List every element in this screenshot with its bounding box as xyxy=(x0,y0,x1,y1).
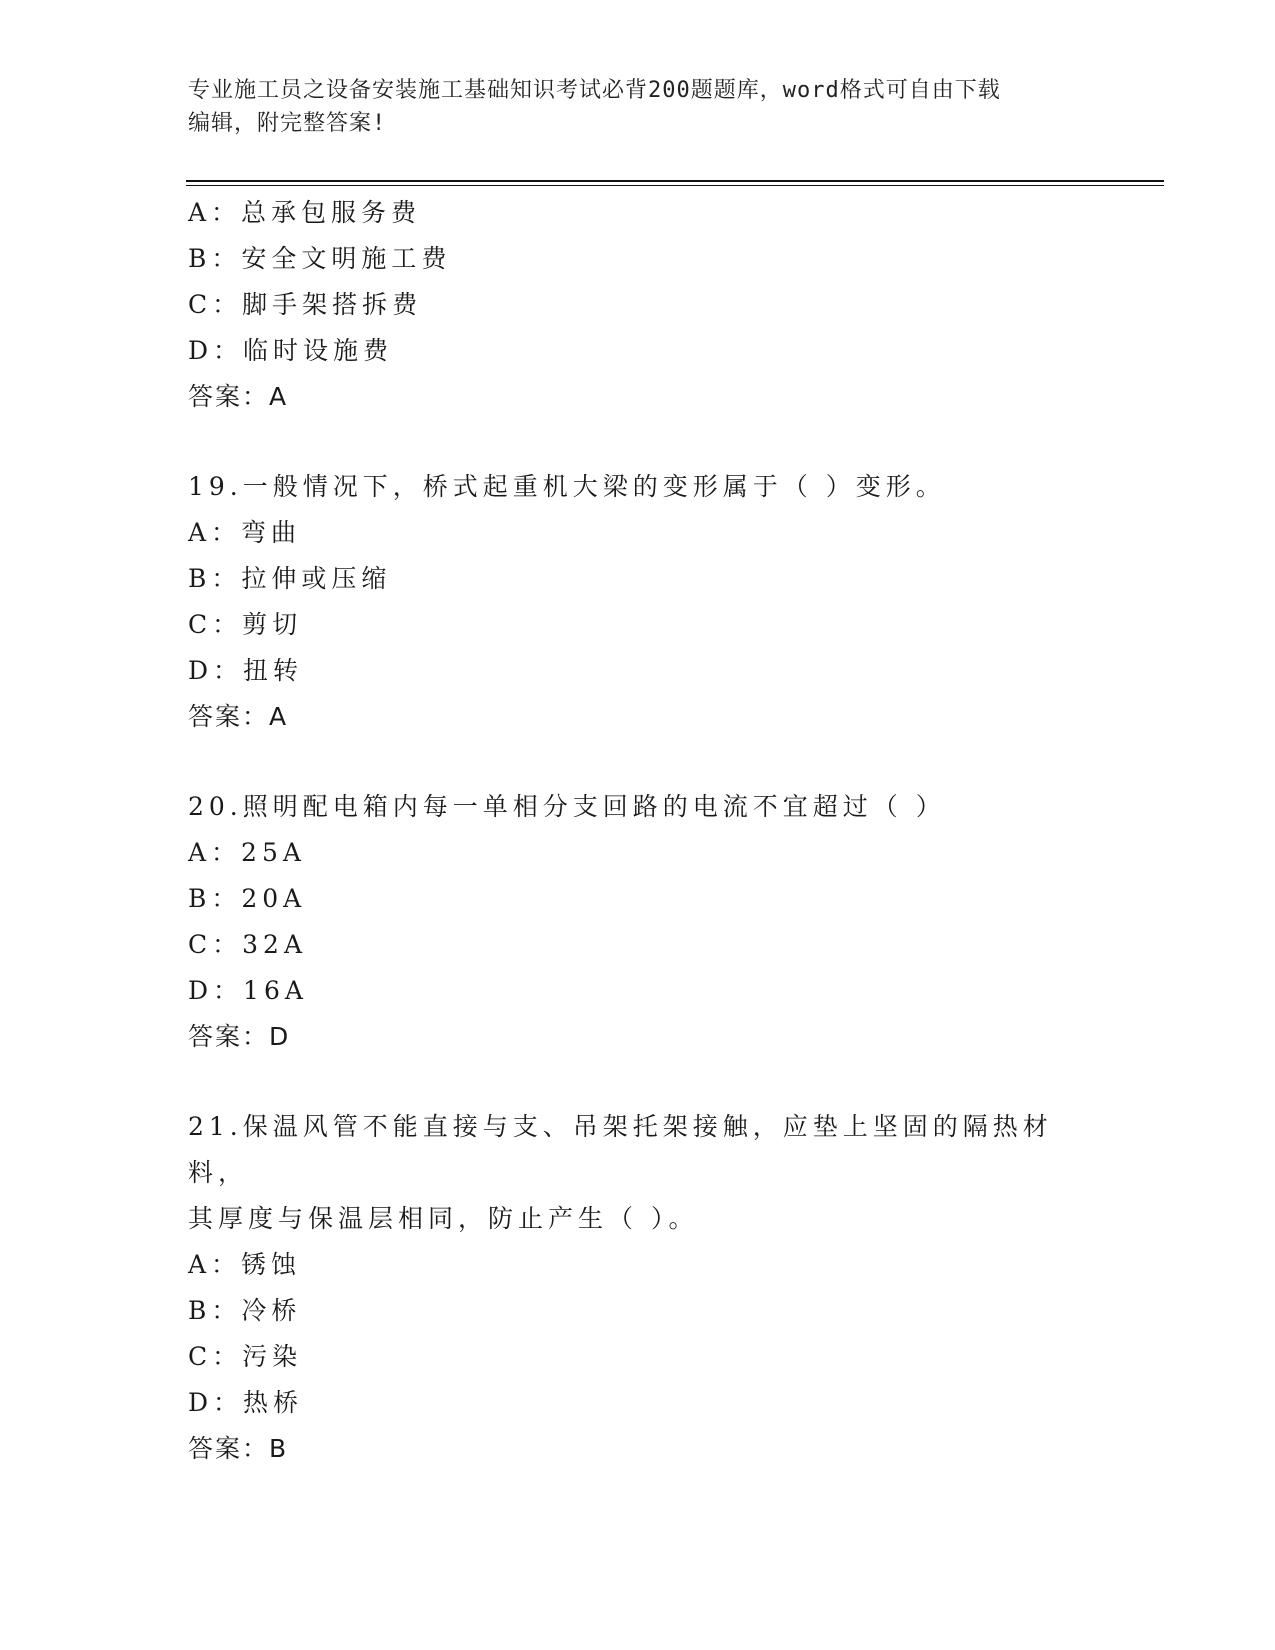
header-line-1: 专业施工员之设备安装施工基础知识考试必背200题题库，word格式可自由下载 xyxy=(188,78,1001,103)
question-text: 19.一般情况下，桥式起重机大梁的变形属于（ ）变形。 xyxy=(188,472,946,501)
spacer xyxy=(188,420,1088,464)
option-b: B：拉伸或压缩 xyxy=(188,564,392,593)
option-a: A：总承包服务费 xyxy=(188,198,422,227)
option-d: D：扭转 xyxy=(188,656,304,685)
answer-line: 答案：A xyxy=(188,382,289,411)
answer-line: 答案：A xyxy=(188,702,289,731)
header-line-2: 编辑，附完整答案! xyxy=(188,111,387,136)
option-d: D：16A xyxy=(188,976,308,1005)
header-divider-thin xyxy=(186,185,1164,186)
question-block-21 xyxy=(188,1104,1088,1472)
option-b: B：安全文明施工费 xyxy=(188,244,452,273)
option-a: A：弯曲 xyxy=(188,518,302,547)
question-text: 20.照明配电箱内每一单相分支回路的电流不宜超过（ ） xyxy=(188,792,946,821)
option-b: B：20A xyxy=(188,884,307,913)
answer-line: 答案：B xyxy=(188,1434,289,1463)
question-text-line-1: 21.保温风管不能直接与支、吊架托架接触，应垫上坚固的隔热材料， xyxy=(188,1112,1053,1187)
option-d: D：热桥 xyxy=(188,1388,304,1417)
answer-line: 答案：D xyxy=(188,1022,291,1051)
question-block-18 xyxy=(188,190,1088,420)
spacer xyxy=(188,1060,1088,1104)
question-list xyxy=(188,190,1088,1472)
question-text-line-2: 其厚度与保温层相同，防止产生（ ）。 xyxy=(188,1204,699,1233)
option-d: D：临时设施费 xyxy=(188,336,394,365)
document-header xyxy=(188,74,1088,140)
option-a: A：锈蚀 xyxy=(188,1250,302,1279)
option-a: A：25A xyxy=(188,838,306,867)
option-b: B：冷桥 xyxy=(188,1296,302,1325)
option-c: C：污染 xyxy=(188,1342,303,1371)
spacer xyxy=(188,740,1088,784)
header-divider-thick xyxy=(186,180,1164,182)
option-c: C：剪切 xyxy=(188,610,303,639)
option-c: C：32A xyxy=(188,930,307,959)
option-c: C：脚手架搭拆费 xyxy=(188,290,423,319)
question-block-19 xyxy=(188,464,1088,740)
question-block-20 xyxy=(188,784,1088,1060)
